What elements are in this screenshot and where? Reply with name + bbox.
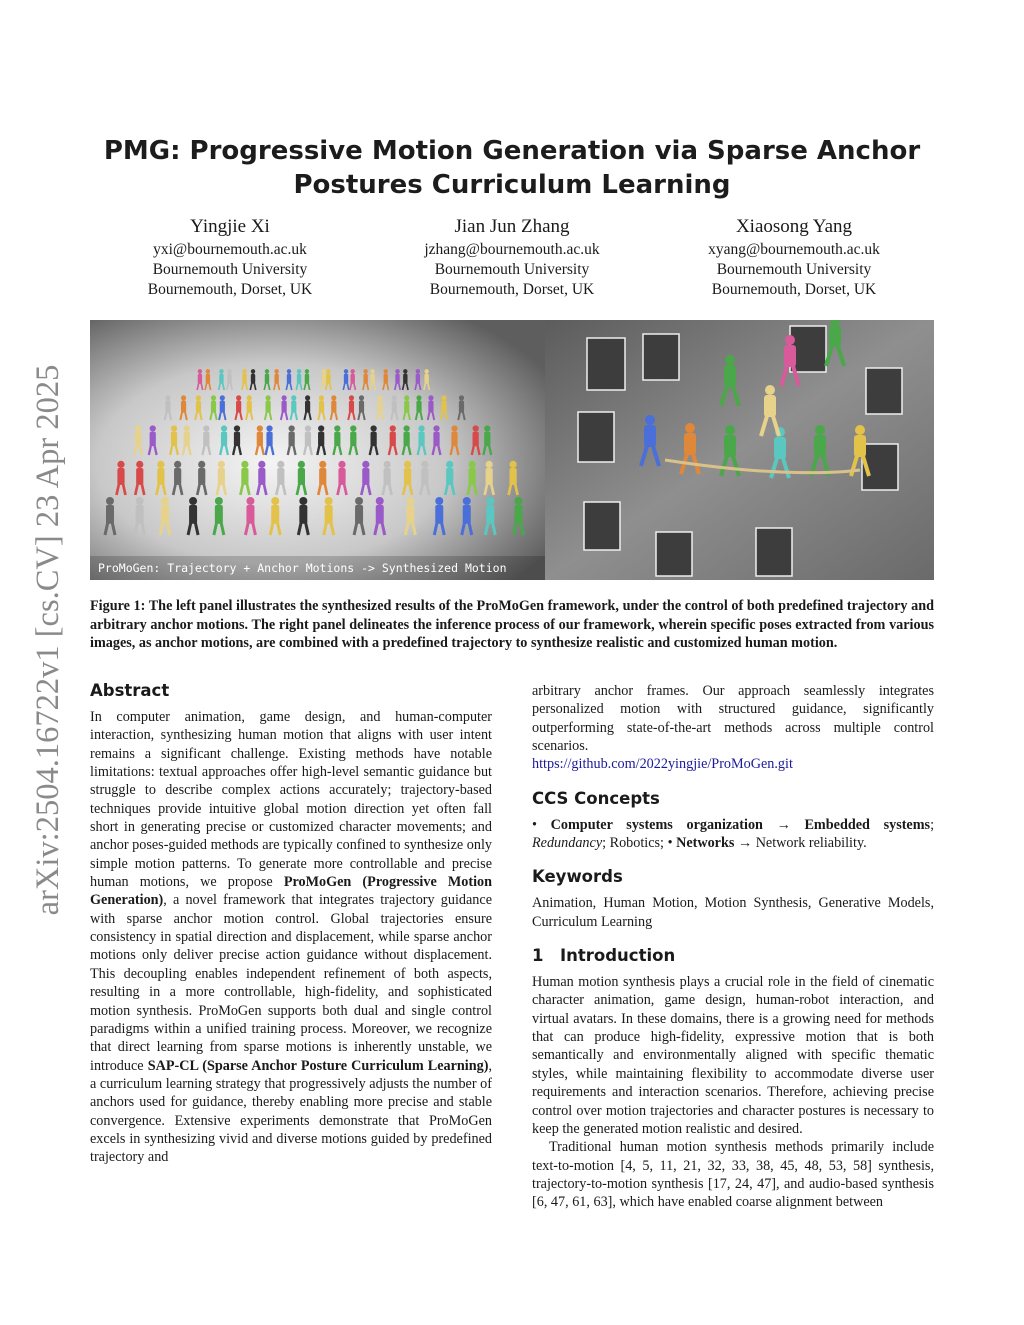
author-2 bbox=[372, 214, 652, 300]
figure-body bbox=[684, 433, 696, 455]
figure-head bbox=[258, 461, 265, 468]
figure-head bbox=[319, 395, 324, 400]
figure-head bbox=[246, 497, 254, 505]
figure-body bbox=[334, 432, 340, 447]
figure-body bbox=[198, 468, 205, 485]
figure-head bbox=[349, 395, 354, 400]
figure-head bbox=[171, 425, 177, 431]
figure-body bbox=[486, 505, 494, 524]
figure-body bbox=[371, 432, 377, 447]
figure-head bbox=[157, 461, 164, 468]
figure-head bbox=[305, 395, 310, 400]
figure-body bbox=[291, 401, 296, 413]
figure-body bbox=[318, 432, 324, 447]
figure-body bbox=[206, 374, 210, 384]
figure-head bbox=[265, 369, 269, 373]
figure-body bbox=[299, 505, 307, 524]
figure-head bbox=[305, 425, 311, 431]
figure-head bbox=[211, 395, 216, 400]
figure-head bbox=[815, 425, 825, 435]
figure-head bbox=[338, 461, 345, 468]
figure-head bbox=[291, 395, 296, 400]
figure-head bbox=[355, 497, 363, 505]
figure-body bbox=[473, 432, 479, 447]
figure-head bbox=[424, 369, 428, 373]
figure-head bbox=[174, 461, 181, 468]
figure-body bbox=[150, 432, 156, 447]
figure-body bbox=[165, 401, 170, 413]
figure-body bbox=[242, 374, 246, 384]
figure-body bbox=[171, 432, 177, 447]
figure-head bbox=[297, 369, 301, 373]
figure-head bbox=[855, 425, 865, 435]
figure-head bbox=[362, 461, 369, 468]
figure-head bbox=[421, 461, 428, 468]
figure-head bbox=[203, 425, 209, 431]
figure-body bbox=[234, 432, 240, 447]
figure-head bbox=[363, 369, 367, 373]
figure-body bbox=[404, 401, 409, 413]
figure-body bbox=[764, 395, 776, 417]
figure-head bbox=[515, 497, 523, 505]
figure-head bbox=[441, 395, 446, 400]
figure-head bbox=[241, 461, 248, 468]
figure-head bbox=[390, 425, 396, 431]
intro-paragraph-1: Human motion synthesis plays a crucial role in the field of cinematic character animation, game design, human-robot interaction, and virtual avatars. In these domains, there is a growing need for methods that can produce high-fidelity, expressive motion that is both semantically and environmentally aligned with specific thematic styles, while maintaining flexibility to accommodate diverse user requirements and interaction scenarios. Therefore, achieving precise control over motion trajectories and character postures is necessary to keep the generated motion realistic and desired. bbox=[532, 974, 934, 1137]
figure-head bbox=[473, 425, 479, 431]
figure-body bbox=[404, 468, 411, 485]
github-link[interactable]: https://github.com/2022yingjie/ProMoGen.git bbox=[532, 756, 793, 773]
figure-body bbox=[218, 468, 225, 485]
abstract-text-1: In computer animation, game design, and human-computer interaction, synthesizing human motion that aligns with user intent remains a significant challenge. Existing methods have notable limitations: textual approaches offer high-level semantic guidance but struggle to describe complex actions accurately; trajectory-based techniques provide intuitive global motion direction yet often fall short in generating precise or customized character movements; and anchor poses-guided methods are typically confined to synthesize only simple motion patterns. To generate more controllable and precise human motions, we propose bbox=[90, 709, 492, 891]
figure-body bbox=[435, 505, 443, 524]
figure-head bbox=[428, 395, 433, 400]
abstract-continuation: arbitrary anchor frames. Our approach seamlessly integrates personalized motion with structured guidance, significantly outperforming state-of-the-art methods across multiple control scenarios. bbox=[532, 683, 934, 755]
figure-head bbox=[198, 461, 205, 468]
figure-body bbox=[418, 432, 424, 447]
figure-head bbox=[257, 425, 263, 431]
figure-body bbox=[829, 325, 841, 347]
figure-head bbox=[418, 425, 424, 431]
figure-body bbox=[433, 432, 439, 447]
figure-head bbox=[765, 385, 775, 395]
figure-head bbox=[322, 369, 326, 373]
arxiv-id-text: arXiv:2504.16722v1 [cs.CV] 23 Apr 2025 bbox=[30, 364, 66, 916]
figure-head bbox=[403, 369, 407, 373]
abstract-heading: Abstract bbox=[90, 681, 170, 700]
figure-body bbox=[203, 432, 209, 447]
figure-body bbox=[331, 401, 336, 413]
figure-head bbox=[395, 369, 399, 373]
figure-body bbox=[403, 374, 407, 384]
ccs-term: Embedded systems bbox=[804, 816, 931, 833]
figure-head bbox=[161, 497, 169, 505]
figure-body bbox=[219, 374, 223, 384]
figure-head bbox=[247, 395, 252, 400]
author-1 bbox=[90, 214, 370, 300]
figure-body bbox=[277, 468, 284, 485]
author-location: Bournemouth, Dorset, UK bbox=[429, 281, 595, 298]
ccs-term-italic: Redundancy bbox=[532, 835, 603, 852]
figure-body bbox=[395, 374, 399, 384]
figure-head bbox=[135, 425, 141, 431]
figure-body bbox=[390, 432, 396, 447]
figure-body bbox=[403, 432, 409, 447]
figure-body bbox=[211, 401, 216, 413]
figure-head bbox=[469, 461, 476, 468]
figure-head bbox=[371, 425, 377, 431]
figure-body bbox=[251, 374, 255, 384]
figure-head bbox=[463, 497, 471, 505]
figure-head bbox=[685, 423, 695, 433]
figure-body bbox=[416, 401, 421, 413]
figure-body bbox=[486, 468, 493, 485]
figure-head bbox=[242, 369, 246, 373]
figure-body bbox=[350, 374, 354, 384]
figure-body bbox=[344, 374, 348, 384]
author-affiliation: Bournemouth University bbox=[152, 261, 308, 278]
abstract-text-2: , a novel framework that integrates trajectory guidance with sparse anchor motion control. Global trajectories ensure consistency in spatial direction and displacement, while sparse anchor motions only deliver precise action guidance without displacement. This decoupling enables independent refinement of both aspects, resulting in a more controllable, high-fidelity, and sophisticated motion synthesis. ProMoGen supports both dual and single control paradigms within a unified training process. Moreover, we recognize that direct learning from sparse motions is inherently unstable, we introduce bbox=[90, 892, 492, 1074]
figure-head bbox=[392, 395, 397, 400]
figure-head bbox=[287, 369, 291, 373]
figure-body bbox=[305, 432, 311, 447]
figure-body bbox=[392, 401, 397, 413]
figure-body bbox=[459, 401, 464, 413]
figure-head bbox=[334, 425, 340, 431]
figure-head bbox=[165, 395, 170, 400]
figure-body bbox=[325, 505, 333, 524]
figure-body bbox=[421, 468, 428, 485]
figure-body bbox=[117, 468, 124, 485]
figure-head bbox=[370, 369, 374, 373]
author-location: Bournemouth, Dorset, UK bbox=[147, 281, 313, 298]
figure-body bbox=[370, 374, 374, 384]
figure-body bbox=[377, 401, 382, 413]
figure-body bbox=[157, 468, 164, 485]
figure-head bbox=[251, 369, 255, 373]
author-block bbox=[90, 214, 934, 300]
figure-body bbox=[305, 401, 310, 413]
figure-body bbox=[136, 468, 143, 485]
figure-head bbox=[305, 369, 309, 373]
figure-body bbox=[198, 374, 202, 384]
figure-body bbox=[384, 374, 388, 384]
author-3 bbox=[654, 214, 934, 300]
ccs-term: Networks bbox=[676, 835, 735, 852]
figure-body bbox=[184, 432, 190, 447]
figure-head bbox=[403, 425, 409, 431]
author-affiliation: Bournemouth University bbox=[716, 261, 872, 278]
figure-head bbox=[404, 461, 411, 468]
figure-head bbox=[350, 369, 354, 373]
keywords-heading: Keywords bbox=[532, 867, 623, 887]
figure-body bbox=[322, 374, 326, 384]
figure-head bbox=[384, 461, 391, 468]
figure-body bbox=[161, 505, 169, 524]
figure-body bbox=[416, 374, 420, 384]
figure-head bbox=[416, 395, 421, 400]
figure-body bbox=[257, 432, 263, 447]
abstract-text-3: , a curriculum learning strategy that progressively adjusts the number of anchors used for guidance, thereby enabling more precise and stable convergence. Extensive experiments demonstrate that ProMoGen excels in synthesizing vivid and diverse motions guided by predefined trajectory and bbox=[90, 1057, 493, 1166]
section-number: 1 bbox=[532, 946, 544, 966]
author-name: Xiaosong Yang bbox=[735, 216, 853, 237]
figure-body bbox=[181, 401, 186, 413]
figure-body bbox=[441, 401, 446, 413]
arrow: → bbox=[737, 835, 753, 852]
arxiv-side-stamp bbox=[24, 340, 68, 940]
figure-head bbox=[299, 497, 307, 505]
figure-head bbox=[181, 395, 186, 400]
figure-head bbox=[645, 415, 655, 425]
figure-body bbox=[784, 345, 796, 367]
figure-head bbox=[277, 461, 284, 468]
figure-body bbox=[854, 435, 866, 457]
author-email: xyang@bournemouth.ac.uk bbox=[708, 241, 880, 258]
figure-body bbox=[258, 468, 265, 485]
figure-body bbox=[227, 374, 231, 384]
figure-body bbox=[297, 374, 301, 384]
figure-head bbox=[433, 425, 439, 431]
figure-head bbox=[344, 369, 348, 373]
figure-head bbox=[198, 369, 202, 373]
author-name: Jian Jun Zhang bbox=[454, 216, 570, 237]
figure-body bbox=[509, 468, 516, 485]
figure-body bbox=[338, 468, 345, 485]
figure-overlay-text: ProMoGen: Trajectory + Anchor Motions -> Synthesized Motion bbox=[98, 561, 507, 575]
figure-body bbox=[814, 435, 826, 457]
ccs-text: ; Robotics; bbox=[602, 835, 665, 852]
figure-body bbox=[515, 505, 523, 524]
figure-body bbox=[724, 435, 736, 457]
figure-body bbox=[724, 365, 736, 387]
figure-head bbox=[196, 395, 201, 400]
figure-head bbox=[227, 369, 231, 373]
author-location: Bournemouth, Dorset, UK bbox=[711, 281, 877, 298]
figure-head bbox=[271, 497, 279, 505]
ccs-heading: CCS Concepts bbox=[532, 788, 660, 808]
figure-body bbox=[463, 505, 471, 524]
figure-1 bbox=[90, 320, 934, 580]
figure-head bbox=[350, 425, 356, 431]
figure-head bbox=[319, 461, 326, 468]
figure-head bbox=[377, 395, 382, 400]
author-name: Yingjie Xi bbox=[190, 216, 270, 237]
figure-head bbox=[318, 425, 324, 431]
figure-body bbox=[287, 374, 291, 384]
introduction-heading bbox=[532, 945, 934, 967]
figure-head bbox=[484, 425, 490, 431]
arrow: → bbox=[776, 816, 791, 833]
figure-head bbox=[189, 497, 197, 505]
figure-body bbox=[274, 374, 278, 384]
figure-body bbox=[135, 432, 141, 447]
figure-body bbox=[247, 401, 252, 413]
figure-head bbox=[215, 497, 223, 505]
figure-head bbox=[150, 425, 156, 431]
figure-head bbox=[282, 395, 287, 400]
right-column bbox=[532, 682, 934, 1212]
figure-head bbox=[509, 461, 516, 468]
figure-body bbox=[196, 401, 201, 413]
figure-body bbox=[241, 468, 248, 485]
figure-body bbox=[289, 432, 295, 447]
figure-body bbox=[446, 468, 453, 485]
figure-body bbox=[644, 425, 656, 447]
figure-body bbox=[246, 505, 254, 524]
figure-head bbox=[274, 369, 278, 373]
figure-body bbox=[266, 432, 272, 447]
bullet: • bbox=[667, 835, 673, 852]
figure-body bbox=[424, 374, 428, 384]
separator: ; bbox=[930, 816, 935, 833]
author-affiliation: Bournemouth University bbox=[434, 261, 590, 278]
bullet: • bbox=[532, 816, 537, 833]
ccs-term: Computer systems organization bbox=[550, 816, 763, 833]
figure-body bbox=[215, 505, 223, 524]
figure-body bbox=[469, 468, 476, 485]
figure-body bbox=[282, 401, 287, 413]
figure-head bbox=[221, 425, 227, 431]
ccs-text: Network reliability. bbox=[755, 835, 867, 852]
promogen-term: ProMoGen (Progressive Motion Generation) bbox=[90, 874, 493, 909]
figure-body bbox=[305, 374, 309, 384]
figure-head bbox=[459, 395, 464, 400]
figure-head bbox=[384, 369, 388, 373]
figure-body bbox=[221, 432, 227, 447]
keywords-text: Animation, Human Motion, Motion Synthesis, Generative Models, Curriculum Learning bbox=[532, 895, 934, 930]
figure-body bbox=[363, 374, 367, 384]
figure-body bbox=[265, 374, 269, 384]
figure-head bbox=[234, 425, 240, 431]
figure-body bbox=[428, 401, 433, 413]
figure-head bbox=[184, 425, 190, 431]
figure-head bbox=[406, 497, 414, 505]
figure-body bbox=[266, 401, 271, 413]
figure-body bbox=[298, 468, 305, 485]
figure-head bbox=[486, 461, 493, 468]
figure-head bbox=[359, 395, 364, 400]
figure-head bbox=[785, 335, 795, 345]
figure-head bbox=[725, 425, 735, 435]
figure-head bbox=[725, 355, 735, 365]
figure-body bbox=[136, 505, 144, 524]
figure-body bbox=[406, 505, 414, 524]
figure-head bbox=[219, 369, 223, 373]
figure-1-image bbox=[90, 320, 934, 580]
figure-head bbox=[136, 497, 144, 505]
left-column bbox=[90, 680, 492, 1167]
abstract-paragraph bbox=[90, 708, 492, 1167]
figure-head bbox=[446, 461, 453, 468]
figure-head bbox=[376, 497, 384, 505]
figure-head bbox=[486, 497, 494, 505]
figure-body bbox=[106, 505, 114, 524]
figure-body bbox=[236, 401, 241, 413]
figure-body bbox=[174, 468, 181, 485]
figure-head bbox=[289, 425, 295, 431]
figure-body bbox=[319, 468, 326, 485]
figure-head bbox=[266, 395, 271, 400]
figure-1-caption: Figure 1: The left panel illustrates the synthesized results of the ProMoGen framework, under the control of both predefined trajectory and arbitrary anchor motions. The right panel delineates the inference process of our framework, wherein specific poses extracted from various images, as anchor motions, are combined with a predefined trajectory to synthesize realistic and customized human motion. bbox=[90, 598, 934, 652]
figure-head bbox=[331, 395, 336, 400]
figure-body bbox=[376, 505, 384, 524]
author-email: yxi@bournemouth.ac.uk bbox=[153, 241, 307, 258]
figure-body bbox=[319, 401, 324, 413]
paper-title: PMG: Progressive Motion Generation via Sparse Anchor Postures Curriculum Learning bbox=[103, 136, 921, 200]
figure-body bbox=[189, 505, 197, 524]
figure-body bbox=[350, 432, 356, 447]
figure-body bbox=[362, 468, 369, 485]
figure-head bbox=[236, 395, 241, 400]
figure-head bbox=[106, 497, 114, 505]
figure-body bbox=[384, 468, 391, 485]
figure-head bbox=[404, 395, 409, 400]
intro-paragraph-2: Traditional human motion synthesis methods primarily include text-to-motion [4, 5, 11, 21, 32, 33, 38, 45, 48, 53, 58] synthesis, trajectory-to-motion synthesis [17, 24, 47], and audio-based synthesis [6, 47, 61, 63], which have enabled coarse alignment between bbox=[532, 1139, 934, 1211]
ccs-concepts bbox=[532, 816, 934, 853]
figure-body bbox=[220, 401, 225, 413]
figure-head bbox=[325, 497, 333, 505]
figure-body bbox=[359, 401, 364, 413]
figure-head bbox=[266, 425, 272, 431]
figure-head bbox=[435, 497, 443, 505]
author-email: jzhang@bournemouth.ac.uk bbox=[424, 241, 600, 258]
figure-head bbox=[206, 369, 210, 373]
section-title: Introduction bbox=[560, 946, 676, 966]
figure-head bbox=[117, 461, 124, 468]
figure-head bbox=[326, 369, 330, 373]
figure-head bbox=[136, 461, 143, 468]
figure-head bbox=[218, 461, 225, 468]
figure-head bbox=[416, 369, 420, 373]
figure-head bbox=[220, 395, 225, 400]
figure-body bbox=[774, 437, 786, 459]
figure-body bbox=[271, 505, 279, 524]
figure-body bbox=[451, 432, 457, 447]
figure-head bbox=[451, 425, 457, 431]
figure-body bbox=[355, 505, 363, 524]
figure-body bbox=[484, 432, 490, 447]
figure-body bbox=[349, 401, 354, 413]
figure-body bbox=[326, 374, 330, 384]
figure-head bbox=[298, 461, 305, 468]
sapcl-term: SAP-CL (Sparse Anchor Posture Curriculum Learning) bbox=[147, 1057, 489, 1074]
